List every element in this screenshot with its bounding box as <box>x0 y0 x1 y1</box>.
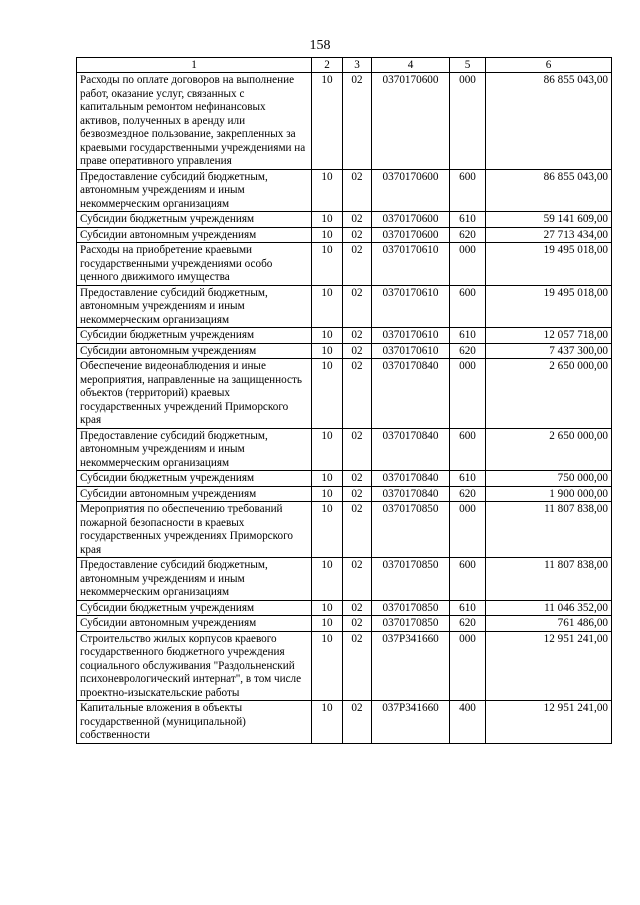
table-row <box>77 428 612 471</box>
row-subsection-cell: 02 <box>343 285 372 328</box>
row-subsection-cell: 02 <box>343 243 372 286</box>
row-expense-type-cell: 600 <box>450 285 486 328</box>
table-row <box>77 701 612 744</box>
row-name-cell: Расходы на приобретение краевыми государственными учреждениями особо ценного движимого имущества <box>77 243 312 286</box>
row-subsection-cell: 02 <box>343 471 372 487</box>
row-subsection-cell: 02 <box>343 616 372 632</box>
row-target-article-cell: 0370170600 <box>372 73 450 170</box>
row-sum-cell: 19 495 018,00 <box>486 285 612 328</box>
table-row <box>77 243 612 286</box>
header-col-1: 1 <box>77 58 312 73</box>
row-sum-cell: 2 650 000,00 <box>486 428 612 471</box>
row-section-cell: 10 <box>312 616 343 632</box>
row-subsection-cell: 02 <box>343 486 372 502</box>
row-target-article-cell: 0370170610 <box>372 328 450 344</box>
row-sum-cell: 12 951 241,00 <box>486 701 612 744</box>
row-subsection-cell: 02 <box>343 227 372 243</box>
row-name-cell: Предоставление субсидий бюджетным, автономным учреждениям и иным некоммерческим организациям <box>77 285 312 328</box>
table-row <box>77 212 612 228</box>
row-sum-cell: 19 495 018,00 <box>486 243 612 286</box>
header-col-4: 4 <box>372 58 450 73</box>
table-row <box>77 73 612 170</box>
row-sum-cell: 1 900 000,00 <box>486 486 612 502</box>
row-section-cell: 10 <box>312 212 343 228</box>
row-expense-type-cell: 600 <box>450 169 486 212</box>
row-subsection-cell: 02 <box>343 558 372 601</box>
row-subsection-cell: 02 <box>343 169 372 212</box>
row-section-cell: 10 <box>312 285 343 328</box>
row-expense-type-cell: 620 <box>450 616 486 632</box>
row-sum-cell: 11 807 838,00 <box>486 558 612 601</box>
row-section-cell: 10 <box>312 502 343 558</box>
row-expense-type-cell: 610 <box>450 600 486 616</box>
row-expense-type-cell: 000 <box>450 631 486 701</box>
header-row <box>77 58 612 73</box>
table-row <box>77 285 612 328</box>
row-name-cell: Предоставление субсидий бюджетным, автономным учреждениям и иным некоммерческим организациям <box>77 558 312 601</box>
row-name-cell: Субсидии автономным учреждениям <box>77 227 312 243</box>
row-target-article-cell: 0370170840 <box>372 486 450 502</box>
row-name-cell: Мероприятия по обеспечению требований пожарной безопасности в краевых государственных учреждениях Приморского края <box>77 502 312 558</box>
row-target-article-cell: 0370170840 <box>372 471 450 487</box>
row-subsection-cell: 02 <box>343 212 372 228</box>
row-expense-type-cell: 620 <box>450 486 486 502</box>
table-row <box>77 328 612 344</box>
row-section-cell: 10 <box>312 359 343 429</box>
row-section-cell: 10 <box>312 558 343 601</box>
row-expense-type-cell: 610 <box>450 471 486 487</box>
table-row <box>77 359 612 429</box>
row-expense-type-cell: 000 <box>450 502 486 558</box>
row-subsection-cell: 02 <box>343 73 372 170</box>
row-expense-type-cell: 610 <box>450 212 486 228</box>
table-row <box>77 502 612 558</box>
row-name-cell: Строительство жилых корпусов краевого государственного бюджетного учреждения социального обслуживания "Раздольненский психоневрологический интернат", в том числе проектно-изыскательские работы <box>77 631 312 701</box>
row-target-article-cell: 0370170840 <box>372 359 450 429</box>
row-target-article-cell: 0370170600 <box>372 227 450 243</box>
row-name-cell: Субсидии бюджетным учреждениям <box>77 600 312 616</box>
header-col-3: 3 <box>343 58 372 73</box>
row-expense-type-cell: 620 <box>450 343 486 359</box>
table-row <box>77 486 612 502</box>
row-sum-cell: 750 000,00 <box>486 471 612 487</box>
row-section-cell: 10 <box>312 328 343 344</box>
row-expense-type-cell: 000 <box>450 73 486 170</box>
row-expense-type-cell: 000 <box>450 243 486 286</box>
table-row <box>77 227 612 243</box>
page-number: 158 <box>309 38 331 53</box>
row-subsection-cell: 02 <box>343 328 372 344</box>
row-name-cell: Субсидии бюджетным учреждениям <box>77 471 312 487</box>
header-col-2: 2 <box>312 58 343 73</box>
row-sum-cell: 2 650 000,00 <box>486 359 612 429</box>
budget-table <box>76 57 612 744</box>
row-target-article-cell: 037P341660 <box>372 631 450 701</box>
row-sum-cell: 12 951 241,00 <box>486 631 612 701</box>
row-expense-type-cell: 610 <box>450 328 486 344</box>
row-target-article-cell: 0370170850 <box>372 616 450 632</box>
row-sum-cell: 27 713 434,00 <box>486 227 612 243</box>
row-sum-cell: 7 437 300,00 <box>486 343 612 359</box>
row-section-cell: 10 <box>312 600 343 616</box>
row-sum-cell: 86 855 043,00 <box>486 169 612 212</box>
row-subsection-cell: 02 <box>343 631 372 701</box>
row-subsection-cell: 02 <box>343 600 372 616</box>
row-expense-type-cell: 600 <box>450 558 486 601</box>
row-section-cell: 10 <box>312 631 343 701</box>
table-row <box>77 631 612 701</box>
row-name-cell: Предоставление субсидий бюджетным, автономным учреждениям и иным некоммерческим организациям <box>77 169 312 212</box>
row-target-article-cell: 0370170600 <box>372 212 450 228</box>
table-row <box>77 471 612 487</box>
row-name-cell: Субсидии бюджетным учреждениям <box>77 328 312 344</box>
row-target-article-cell: 0370170610 <box>372 243 450 286</box>
row-expense-type-cell: 400 <box>450 701 486 744</box>
row-sum-cell: 761 486,00 <box>486 616 612 632</box>
row-name-cell: Субсидии автономным учреждениям <box>77 486 312 502</box>
row-target-article-cell: 0370170610 <box>372 285 450 328</box>
row-subsection-cell: 02 <box>343 502 372 558</box>
row-sum-cell: 86 855 043,00 <box>486 73 612 170</box>
table-row <box>77 558 612 601</box>
row-subsection-cell: 02 <box>343 701 372 744</box>
row-target-article-cell: 0370170600 <box>372 169 450 212</box>
row-name-cell: Субсидии автономным учреждениям <box>77 343 312 359</box>
row-sum-cell: 11 046 352,00 <box>486 600 612 616</box>
row-target-article-cell: 0370170610 <box>372 343 450 359</box>
table-row <box>77 600 612 616</box>
row-expense-type-cell: 600 <box>450 428 486 471</box>
row-sum-cell: 12 057 718,00 <box>486 328 612 344</box>
row-section-cell: 10 <box>312 428 343 471</box>
row-section-cell: 10 <box>312 227 343 243</box>
row-name-cell: Субсидии автономным учреждениям <box>77 616 312 632</box>
row-target-article-cell: 0370170850 <box>372 502 450 558</box>
row-sum-cell: 11 807 838,00 <box>486 502 612 558</box>
table-row <box>77 343 612 359</box>
row-section-cell: 10 <box>312 343 343 359</box>
row-sum-cell: 59 141 609,00 <box>486 212 612 228</box>
row-name-cell: Обеспечение видеонаблюдения и иные мероприятия, направленные на защищенность объектов (территорий) краевых государственных учреждений Приморского края <box>77 359 312 429</box>
row-target-article-cell: 0370170850 <box>372 600 450 616</box>
row-section-cell: 10 <box>312 701 343 744</box>
header-col-6: 6 <box>486 58 612 73</box>
header-col-5: 5 <box>450 58 486 73</box>
row-target-article-cell: 0370170850 <box>372 558 450 601</box>
row-name-cell: Расходы по оплате договоров на выполнение работ, оказание услуг, связанных с капитальным ремонтом нефинансовых активов, полученных в аренду или безвозмездное пользование, закрепленных за краевыми государственными учреждениями на праве оперативного управления <box>77 73 312 170</box>
table-row <box>77 616 612 632</box>
row-subsection-cell: 02 <box>343 359 372 429</box>
row-target-article-cell: 0370170840 <box>372 428 450 471</box>
table-body <box>77 73 612 744</box>
row-name-cell: Предоставление субсидий бюджетным, автономным учреждениям и иным некоммерческим организациям <box>77 428 312 471</box>
row-expense-type-cell: 620 <box>450 227 486 243</box>
row-target-article-cell: 037P341660 <box>372 701 450 744</box>
row-expense-type-cell: 000 <box>450 359 486 429</box>
row-name-cell: Субсидии бюджетным учреждениям <box>77 212 312 228</box>
row-name-cell: Капитальные вложения в объекты государственной (муниципальной) собственности <box>77 701 312 744</box>
row-section-cell: 10 <box>312 169 343 212</box>
row-subsection-cell: 02 <box>343 428 372 471</box>
row-section-cell: 10 <box>312 471 343 487</box>
row-section-cell: 10 <box>312 73 343 170</box>
row-subsection-cell: 02 <box>343 343 372 359</box>
row-section-cell: 10 <box>312 486 343 502</box>
table-row <box>77 169 612 212</box>
row-section-cell: 10 <box>312 243 343 286</box>
